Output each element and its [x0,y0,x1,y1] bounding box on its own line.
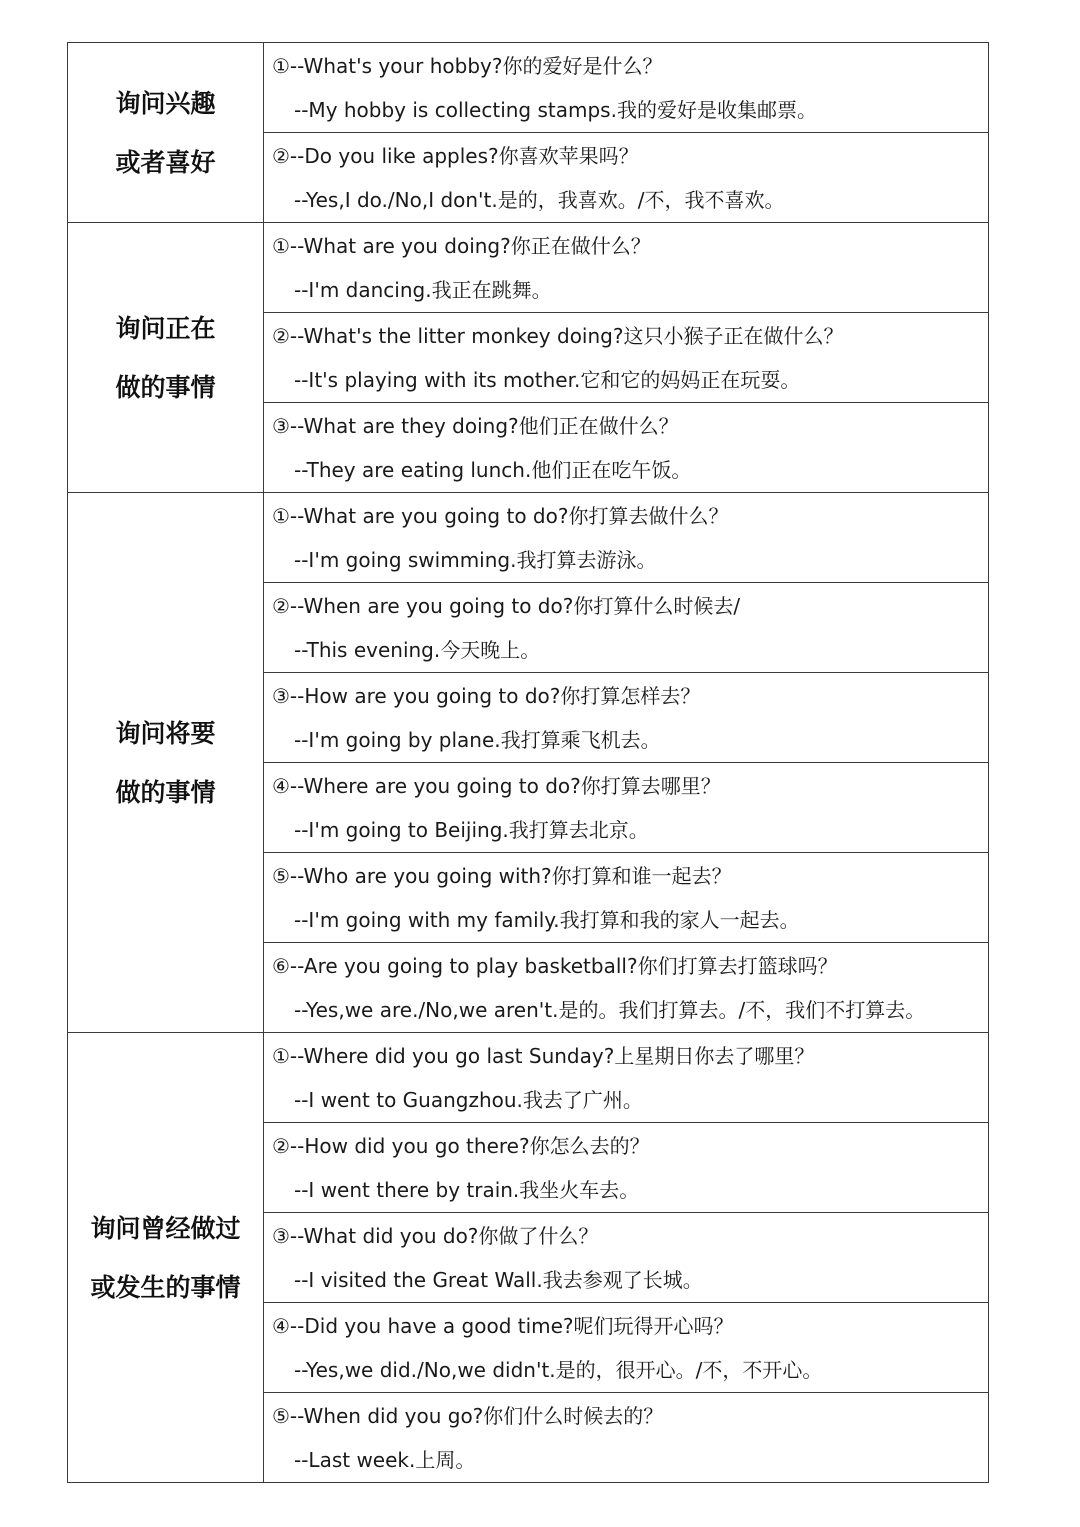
qa-cell [264,133,989,223]
question-text: ②--How did you go there?你怎么去的？ [272,1133,650,1158]
qa-cell [264,1123,989,1213]
question-text: ④--Where are you going to do?你打算去哪里？ [272,773,721,798]
category-cell [68,223,264,493]
qa-cell [264,673,989,763]
qa-cell [264,1393,989,1483]
answer-text: --I'm dancing.我正在跳舞。 [294,277,552,302]
answer-text: --Yes,I do./No,I don't.是的，我喜欢。/不，我不喜欢。 [294,187,785,212]
question-text: ③--How are you going to do?你打算怎样去？ [272,683,701,708]
question-text: ①--What are you going to do?你打算去做什么？ [272,503,729,528]
qa-cell [264,43,989,133]
question-text: ⑤--When did you go?你们什么时候去的？ [272,1403,664,1428]
category-cell [68,43,264,223]
answer-text: --This evening.今天晚上。 [294,637,541,662]
category-label: 询问曾经做过 [90,1213,241,1243]
answer-text: --I'm going to Beijing.我打算去北京。 [294,817,649,842]
question-text: ④--Did you have a good time?呢们玩得开心吗？ [272,1313,734,1338]
question-text: ①--What's your hobby?你的爱好是什么？ [272,53,663,78]
question-text: ②--What's the litter monkey doing?这只小猴子正在做什么？ [272,323,844,348]
qa-cell [264,223,989,313]
question-text: ③--What did you do?你做了什么？ [272,1223,599,1248]
question-text: ③--What are they doing?他们正在做什么？ [272,413,679,438]
qa-cell [264,763,989,853]
category-label: 询问正在 [115,313,216,343]
question-text: ②--When are you going to do?你打算什么时候去/ [272,593,741,618]
qa-cell [264,1033,989,1123]
answer-text: --I went to Guangzhou.我去了广州。 [294,1087,643,1112]
answer-text: --Yes,we did./No,we didn't.是的，很开心。/不，不开心。 [294,1357,823,1382]
category-label: 做的事情 [115,372,216,402]
answer-text: --Yes,we are./No,we aren't.是的。我们打算去。/不，我们不打算去。 [294,997,926,1022]
table-row [68,1033,989,1123]
question-text: ①--Where did you go last Sunday?上星期日你去了哪里？ [272,1043,815,1068]
answer-text: --Last week.上周。 [294,1447,476,1472]
answer-text: --They are eating lunch.他们正在吃午饭。 [294,457,692,482]
table-row [68,43,989,133]
category-label: 或者喜好 [115,147,216,177]
question-text: ②--Do you like apples?你喜欢苹果吗？ [272,143,639,168]
qa-cell [264,583,989,673]
qa-cell [264,1303,989,1393]
qa-cell [264,403,989,493]
question-text: ①--What are you doing?你正在做什么？ [272,233,651,258]
table-row [68,493,989,583]
question-text: ⑤--Who are you going with?你打算和谁一起去？ [272,863,732,888]
answer-text: --My hobby is collecting stamps.我的爱好是收集邮票。 [294,97,817,122]
answer-text: --I visited the Great Wall.我去参观了长城。 [294,1267,703,1292]
category-cell [68,493,264,1033]
answer-text: --I went there by train.我坐火车去。 [294,1177,640,1202]
phrase-table [67,42,989,1483]
table-row [68,223,989,313]
qa-cell [264,1213,989,1303]
answer-text: --I'm going swimming.我打算去游泳。 [294,547,657,572]
phrase-table-sheet [67,42,988,1483]
answer-text: --It's playing with its mother.它和它的妈妈正在玩耍。 [294,367,801,392]
category-label: 做的事情 [115,777,216,807]
answer-text: --I'm going with my family.我打算和我的家人一起去。 [294,907,800,932]
answer-text: --I'm going by plane.我打算乘飞机去。 [294,727,661,752]
qa-cell [264,313,989,403]
question-text: ⑥--Are you going to play basketball?你们打算去打篮球吗？ [272,953,838,978]
qa-cell [264,493,989,583]
qa-cell [264,943,989,1033]
category-label: 或发生的事情 [90,1272,241,1302]
category-label: 询问兴趣 [115,88,216,118]
qa-cell [264,853,989,943]
category-label: 询问将要 [115,718,216,748]
category-cell [68,1033,264,1483]
